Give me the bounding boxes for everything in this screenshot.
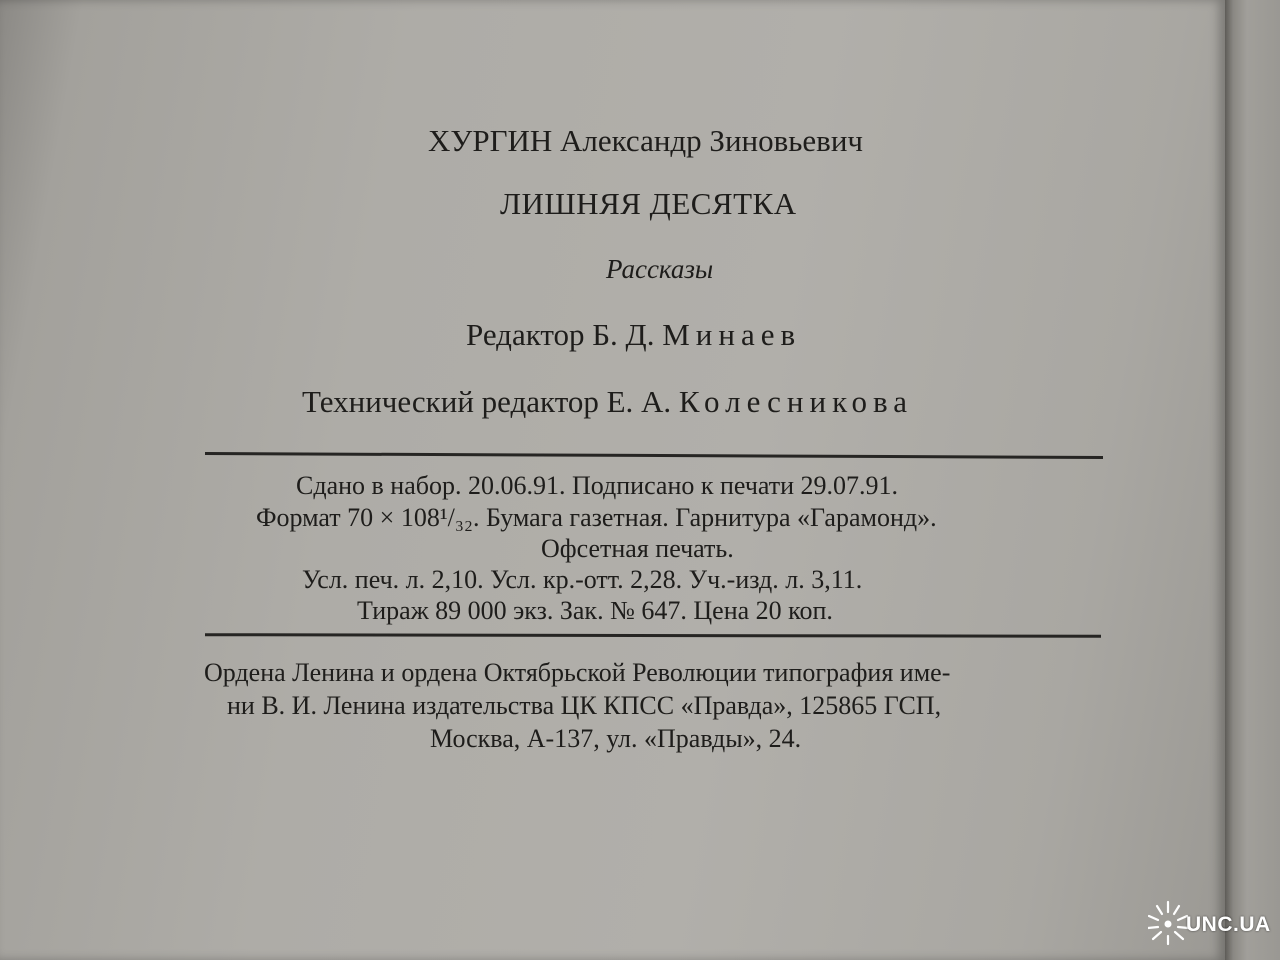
printer-line: ни В. И. Ленина издательства ЦК КПСС «Правда», 125865 ГСП, — [227, 691, 942, 720]
technical-editor-label: Технический редактор Е. А. — [302, 384, 679, 419]
production-line: Сдано в набор. 20.06.91. Подписано к печати 29.07.91. — [296, 471, 899, 500]
production-line: Усл. печ. л. 2,10. Усл. кр.-отт. 2,28. Уч.-изд. л. 3,11. — [302, 565, 863, 594]
sun-burst-icon — [1148, 902, 1188, 944]
watermark-text: UNC.UA — [1186, 913, 1271, 936]
technical-editor-line — [302, 386, 913, 417]
author-name: ХУРГИН Александр Зиновьевич — [428, 123, 863, 158]
technical-editor-name: Колесникова — [678, 384, 914, 419]
editor-line — [466, 319, 801, 350]
genre-label: Рассказы — [606, 254, 714, 284]
editor-label: Редактор Б. Д. — [466, 317, 663, 352]
editor-name: Минаев — [662, 317, 802, 352]
printer-line: Москва, А-137, ул. «Правды», 24. — [430, 724, 802, 753]
printer-line: Ордена Ленина и ордена Октябрьской Революции типография име- — [204, 658, 951, 687]
page-edge — [1225, 0, 1280, 960]
production-line: Офсетная печать. — [541, 534, 734, 563]
production-line: Формат 70 × 108¹/₃₂. Бумага газетная. Гарнитура «Гарамонд». — [256, 503, 937, 532]
book-title: ЛИШНЯЯ ДЕСЯТКА — [500, 186, 797, 221]
production-line: Тираж 89 000 экз. Зак. № 647. Цена 20 коп. — [357, 596, 833, 625]
